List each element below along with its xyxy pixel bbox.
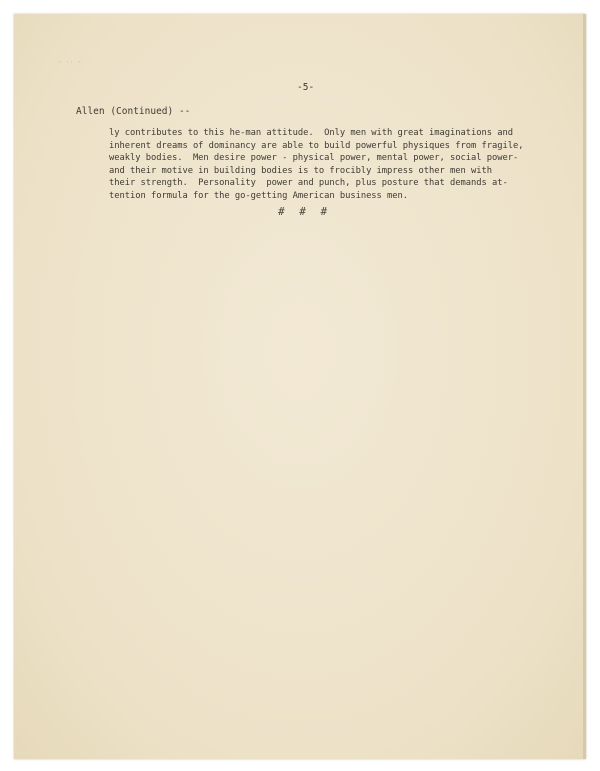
body-line: their strength. Personality power and punch, plus posture that demands at- [109,178,508,188]
pencil-mark: " '' " [58,61,83,67]
page-number: -5- [297,82,315,93]
page-edge [583,14,586,759]
body-line: ly contributes to this he-man attitude. Only men with great imaginations and [109,128,513,138]
end-mark: # # # [278,205,332,218]
body-paragraph [109,127,564,202]
section-heading: Allen (Continued) -- [76,106,191,117]
body-line: and their motive in building bodies is to frocibly impress other men with [109,165,492,176]
body-line: tention formula for the go-getting American business men. [109,190,409,201]
typed-page [14,14,586,759]
body-line: weakly bodies. Men desire power - physical power, mental power, social power- [109,153,519,163]
body-line: inherent dreams of dominancy are able to build powerful physiques from fragile, [109,140,524,151]
